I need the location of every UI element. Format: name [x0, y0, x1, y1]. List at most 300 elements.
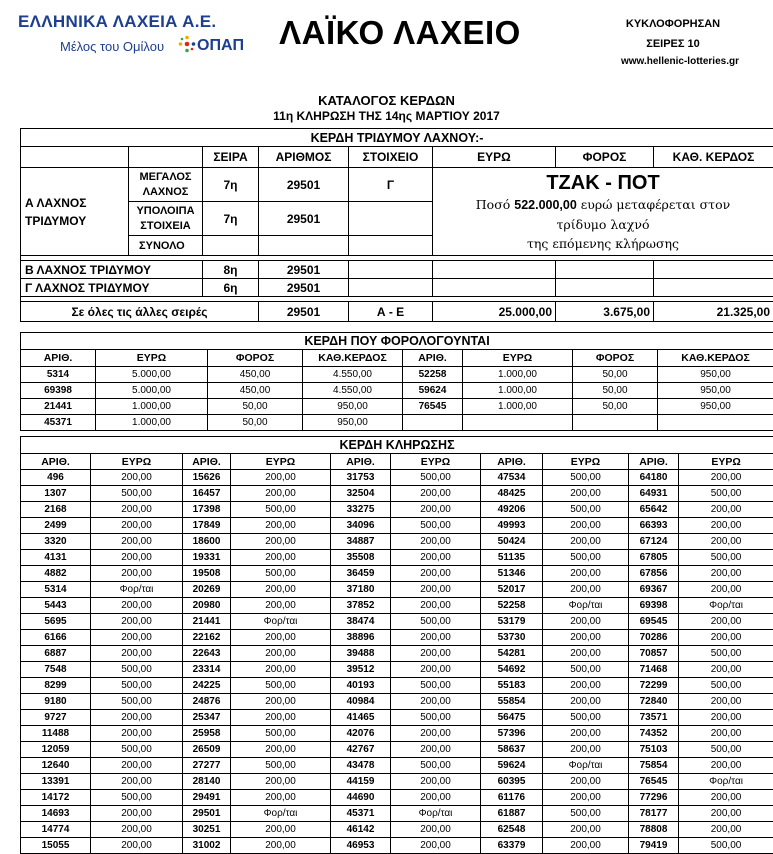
- prize-amount: 200,00: [679, 614, 773, 630]
- prize-amount: 200,00: [679, 806, 773, 822]
- draw-row: [21, 790, 773, 806]
- big-lot-number: 29501: [259, 168, 349, 202]
- prize-amount: 200,00: [231, 742, 331, 758]
- amount: 1.000,00: [463, 367, 573, 383]
- ticket-number: 78808: [629, 822, 679, 838]
- member-of-label: Μέλος του Ομίλου: [60, 39, 164, 54]
- prize-amount: 200,00: [231, 518, 331, 534]
- ticket-number: 52017: [481, 582, 543, 598]
- draw-row: [21, 710, 773, 726]
- tridymos-table: [20, 128, 773, 322]
- draw-col-header: ΕΥΡΩ: [679, 454, 773, 470]
- prize-amount: Φορ/ται: [543, 758, 629, 774]
- ticket-number: 51346: [481, 566, 543, 582]
- draw-col-header: ΑΡΙΘ.: [21, 454, 91, 470]
- ticket-number: 51135: [481, 550, 543, 566]
- ticket-number: 496: [21, 470, 91, 486]
- g-lot-number: 29501: [259, 279, 349, 297]
- amount: 950,00: [658, 383, 773, 399]
- prize-amount: 500,00: [543, 470, 629, 486]
- col-series: ΣΕΙΡΑ: [203, 147, 259, 168]
- prize-amount: 200,00: [543, 518, 629, 534]
- ticket-number: 30251: [183, 822, 231, 838]
- draw-row: [21, 646, 773, 662]
- ticket-number: 33275: [331, 502, 391, 518]
- opap-word: ΟΠΑΠ: [197, 37, 244, 55]
- rest-series: 7η: [203, 202, 259, 236]
- prize-amount: 200,00: [543, 694, 629, 710]
- amount: 50,00: [208, 399, 303, 415]
- prize-amount: 200,00: [91, 630, 183, 646]
- taxed-row: [21, 367, 773, 383]
- prize-amount: 200,00: [231, 838, 331, 854]
- prize-amount: 500,00: [679, 486, 773, 502]
- prize-amount: 200,00: [391, 742, 481, 758]
- ticket-number: 37852: [331, 598, 391, 614]
- tridymos-section-title: ΚΕΡΔΗ ΤΡΙΔΥΜΟΥ ΛΑΧΝΟΥ:-: [21, 129, 773, 147]
- prize-amount: 200,00: [231, 550, 331, 566]
- other-euro: 25.000,00: [433, 302, 556, 322]
- ticket-number: 61176: [481, 790, 543, 806]
- prize-amount: 500,00: [231, 758, 331, 774]
- amount: 450,00: [208, 383, 303, 399]
- taxed-row: [21, 383, 773, 399]
- prize-amount: 200,00: [543, 486, 629, 502]
- ticket-number: 2499: [21, 518, 91, 534]
- series-count: ΣΕΙΡΕΣ 10: [603, 34, 743, 54]
- jackpot-box: [433, 168, 773, 256]
- circulation-info: [603, 14, 743, 54]
- prize-amount: 200,00: [391, 598, 481, 614]
- taxed-col-header: ΑΡΙΘ.: [21, 350, 96, 367]
- prize-amount: 200,00: [231, 534, 331, 550]
- draw-row: [21, 694, 773, 710]
- ticket-number: 19508: [183, 566, 231, 582]
- ticket-number: 21441: [183, 614, 231, 630]
- draw-col-header: ΕΥΡΩ: [91, 454, 183, 470]
- page-title: ΛΑΪΚΟ ΛΑΧΕΙΟ: [265, 14, 535, 52]
- prize-amount: 200,00: [543, 582, 629, 598]
- prize-amount: 200,00: [543, 678, 629, 694]
- prize-amount: 500,00: [543, 710, 629, 726]
- ticket-number: 67805: [629, 550, 679, 566]
- ticket-number: 50424: [481, 534, 543, 550]
- ticket-number: 5695: [21, 614, 91, 630]
- company-name: ΕΛΛΗΝΙΚΑ ΛΑΧΕΙΑ Α.Ε.: [18, 12, 216, 32]
- ticket-number: 59624: [481, 758, 543, 774]
- jackpot-amount: 522.000,00: [514, 198, 577, 212]
- prize-amount: 200,00: [91, 838, 183, 854]
- draw-col-header: ΕΥΡΩ: [231, 454, 331, 470]
- ticket-number: 3320: [21, 534, 91, 550]
- ticket-number: 72299: [629, 678, 679, 694]
- taxed-col-header: ΕΥΡΩ: [96, 350, 208, 367]
- ticket-number: 78177: [629, 806, 679, 822]
- prize-amount: 200,00: [391, 790, 481, 806]
- amount: 50,00: [208, 415, 303, 431]
- ticket-number: 69367: [629, 582, 679, 598]
- draw-row: [21, 470, 773, 486]
- ticket-number: 40984: [331, 694, 391, 710]
- ticket-number: 71468: [629, 662, 679, 678]
- prize-amount: 200,00: [231, 694, 331, 710]
- taxed-section-title: ΚΕΡΔΗ ΠΟΥ ΦΟΡΟΛΟΓΟΥΝΤΑΙ: [21, 333, 773, 350]
- ticket-number: 4131: [21, 550, 91, 566]
- draw-row: [21, 726, 773, 742]
- ticket-number: 29491: [183, 790, 231, 806]
- ticket-number: 25347: [183, 710, 231, 726]
- ticket-number: 70857: [629, 646, 679, 662]
- prize-amount: 200,00: [543, 534, 629, 550]
- prize-amount: 500,00: [391, 710, 481, 726]
- prize-amount: Φορ/ται: [231, 614, 331, 630]
- prize-amount: 200,00: [231, 646, 331, 662]
- prize-amount: 200,00: [91, 774, 183, 790]
- other-net: 21.325,00: [654, 302, 773, 322]
- taxed-col-header: ΕΥΡΩ: [463, 350, 573, 367]
- draw-wins-table: [20, 436, 773, 854]
- prize-amount: 200,00: [543, 630, 629, 646]
- catalog-title: ΚΑΤΑΛΟΓΟΣ ΚΕΡΔΩΝ: [0, 93, 773, 108]
- ticket-number: 26509: [183, 742, 231, 758]
- prize-amount: 200,00: [543, 790, 629, 806]
- prize-amount: Φορ/ται: [679, 774, 773, 790]
- prize-amount: 500,00: [543, 502, 629, 518]
- taxed-row: [21, 415, 773, 431]
- draw-row: [21, 534, 773, 550]
- ticket-number: 69398: [629, 598, 679, 614]
- prize-amount: 200,00: [543, 646, 629, 662]
- prize-amount: 500,00: [231, 678, 331, 694]
- amount: 1.000,00: [463, 399, 573, 415]
- prize-amount: 200,00: [543, 566, 629, 582]
- draw-row: [21, 598, 773, 614]
- draw-row: [21, 614, 773, 630]
- ticket-number: 12640: [21, 758, 91, 774]
- ticket-number: 67856: [629, 566, 679, 582]
- website-link[interactable]: www.hellenic-lotteries.gr: [600, 56, 760, 67]
- ticket-number: 38896: [331, 630, 391, 646]
- ticket-number: 66393: [629, 518, 679, 534]
- ticket-number: 39488: [331, 646, 391, 662]
- prize-amount: 200,00: [91, 518, 183, 534]
- prize-amount: 500,00: [231, 566, 331, 582]
- draw-row: [21, 550, 773, 566]
- prize-amount: 200,00: [391, 630, 481, 646]
- prize-amount: 200,00: [679, 630, 773, 646]
- prize-amount: 500,00: [91, 790, 183, 806]
- prize-amount: 200,00: [543, 726, 629, 742]
- prize-amount: 200,00: [391, 822, 481, 838]
- prize-amount: 200,00: [91, 646, 183, 662]
- amount: 5.000,00: [96, 383, 208, 399]
- prize-amount: 500,00: [391, 518, 481, 534]
- prize-amount: 200,00: [543, 822, 629, 838]
- draw-col-header: ΑΡΙΘ.: [331, 454, 391, 470]
- taxed-row: [21, 399, 773, 415]
- draw-date: 11η ΚΛΗΡΩΣΗ ΤΗΣ 14ης ΜΑΡΤΙΟΥ 2017: [0, 109, 773, 123]
- prize-amount: 500,00: [91, 678, 183, 694]
- ticket-number: 74352: [629, 726, 679, 742]
- ticket-number: [403, 415, 463, 431]
- taxed-col-header: ΚΑΘ.ΚΕΡΔΟΣ: [658, 350, 773, 367]
- prize-amount: 200,00: [391, 534, 481, 550]
- prize-amount: 200,00: [91, 614, 183, 630]
- ticket-number: 64180: [629, 470, 679, 486]
- ticket-number: 17398: [183, 502, 231, 518]
- prize-amount: 200,00: [391, 486, 481, 502]
- prize-amount: 200,00: [91, 726, 183, 742]
- ticket-number: 5314: [21, 582, 91, 598]
- ticket-number: 65642: [629, 502, 679, 518]
- ticket-number: 48425: [481, 486, 543, 502]
- ticket-number: 54692: [481, 662, 543, 678]
- draw-col-header: ΑΡΙΘ.: [629, 454, 679, 470]
- ticket-number: 57396: [481, 726, 543, 742]
- prize-amount: 500,00: [391, 678, 481, 694]
- taxed-col-header: ΦΟΡΟΣ: [573, 350, 658, 367]
- ticket-number: 75103: [629, 742, 679, 758]
- amount: 450,00: [208, 367, 303, 383]
- ticket-number: 53179: [481, 614, 543, 630]
- ticket-number: 52258: [481, 598, 543, 614]
- ticket-number: 14172: [21, 790, 91, 806]
- jackpot-title: ΤΖΑΚ - ΠΟΤ: [433, 172, 773, 195]
- ticket-number: 9180: [21, 694, 91, 710]
- ticket-number: 49993: [481, 518, 543, 534]
- prize-amount: 500,00: [679, 838, 773, 854]
- ticket-number: 22643: [183, 646, 231, 662]
- prize-amount: 500,00: [543, 662, 629, 678]
- ticket-number: 16457: [183, 486, 231, 502]
- ticket-number: 45371: [21, 415, 96, 431]
- prize-amount: 200,00: [543, 838, 629, 854]
- draw-col-header: ΑΡΙΘ.: [481, 454, 543, 470]
- col-number: ΑΡΙΘΜΟΣ: [259, 147, 349, 168]
- amount: 50,00: [573, 383, 658, 399]
- total-label: ΣΥΝΟΛΟ: [129, 236, 203, 256]
- ticket-number: 31002: [183, 838, 231, 854]
- ticket-number: 70286: [629, 630, 679, 646]
- amount: 5.000,00: [96, 367, 208, 383]
- ticket-number: 6166: [21, 630, 91, 646]
- draw-row: [21, 822, 773, 838]
- prize-amount: 200,00: [391, 582, 481, 598]
- b-lot-label: Β ΛΑΧΝΟΣ ΤΡΙΔΥΜΟΥ: [21, 261, 203, 279]
- prize-amount: 200,00: [679, 502, 773, 518]
- prize-amount: 200,00: [91, 502, 183, 518]
- prize-amount: 200,00: [391, 646, 481, 662]
- prize-amount: 200,00: [679, 582, 773, 598]
- ticket-number: 42767: [331, 742, 391, 758]
- draw-row: [21, 566, 773, 582]
- big-lot-element: Γ: [349, 168, 433, 202]
- prize-amount: 500,00: [391, 614, 481, 630]
- amount: 950,00: [658, 399, 773, 415]
- ticket-number: 59624: [403, 383, 463, 399]
- ticket-number: 5314: [21, 367, 96, 383]
- amount: 950,00: [303, 399, 403, 415]
- prize-amount: 500,00: [679, 742, 773, 758]
- prize-amount: 500,00: [543, 806, 629, 822]
- prize-amount: 200,00: [679, 694, 773, 710]
- ticket-number: 4882: [21, 566, 91, 582]
- ticket-number: 60395: [481, 774, 543, 790]
- ticket-number: 40193: [331, 678, 391, 694]
- ticket-number: 20980: [183, 598, 231, 614]
- ticket-number: 75854: [629, 758, 679, 774]
- big-lot-label: ΜΕΓΑΛΟΣ ΛΑΧΝΟΣ: [129, 168, 203, 202]
- opap-logo-icon: [178, 35, 196, 53]
- ticket-number: 49206: [481, 502, 543, 518]
- ticket-number: 36459: [331, 566, 391, 582]
- ticket-number: 69545: [629, 614, 679, 630]
- ticket-number: 53730: [481, 630, 543, 646]
- draw-col-header: ΑΡΙΘ.: [183, 454, 231, 470]
- g-lot-label: Γ ΛΑΧΝΟΣ ΤΡΙΔΥΜΟΥ: [21, 279, 203, 297]
- col-tax: ΦΟΡΟΣ: [556, 147, 654, 168]
- ticket-number: 6887: [21, 646, 91, 662]
- prize-amount: 200,00: [543, 774, 629, 790]
- prize-amount: 500,00: [231, 726, 331, 742]
- ticket-number: 20269: [183, 582, 231, 598]
- taxed-col-header: ΑΡΙΘ.: [403, 350, 463, 367]
- prize-amount: 500,00: [91, 742, 183, 758]
- ticket-number: 38474: [331, 614, 391, 630]
- ticket-number: 55183: [481, 678, 543, 694]
- ticket-number: 77296: [629, 790, 679, 806]
- draw-row: [21, 630, 773, 646]
- ticket-number: 43478: [331, 758, 391, 774]
- prize-amount: 200,00: [231, 598, 331, 614]
- ticket-number: 46142: [331, 822, 391, 838]
- amount: [658, 415, 773, 431]
- ticket-number: 9727: [21, 710, 91, 726]
- amount: 950,00: [658, 367, 773, 383]
- amount: 950,00: [303, 415, 403, 431]
- prize-amount: 200,00: [231, 470, 331, 486]
- draw-row: [21, 838, 773, 854]
- prize-amount: 200,00: [679, 534, 773, 550]
- prize-amount: 200,00: [91, 806, 183, 822]
- ticket-number: 63379: [481, 838, 543, 854]
- prize-amount: 500,00: [391, 758, 481, 774]
- prize-amount: 200,00: [543, 742, 629, 758]
- draw-row: [21, 502, 773, 518]
- ticket-number: 32504: [331, 486, 391, 502]
- prize-amount: 200,00: [91, 822, 183, 838]
- prize-amount: 200,00: [679, 710, 773, 726]
- prize-amount: 200,00: [231, 630, 331, 646]
- ticket-number: 52258: [403, 367, 463, 383]
- ticket-number: 73571: [629, 710, 679, 726]
- prize-amount: 200,00: [679, 566, 773, 582]
- prize-amount: Φορ/ται: [391, 806, 481, 822]
- circulation-label: ΚΥΚΛΟΦΟΡΗΣΑΝ: [603, 14, 743, 34]
- ticket-number: 47534: [481, 470, 543, 486]
- rest-elements-label: ΥΠΟΛΟΙΠΑ ΣΤΟΙΧΕΙΑ: [129, 202, 203, 236]
- g-lot-series: 6η: [203, 279, 259, 297]
- draw-col-header: ΕΥΡΩ: [543, 454, 629, 470]
- ticket-number: 25958: [183, 726, 231, 742]
- prize-amount: 200,00: [391, 550, 481, 566]
- ticket-number: 29501: [183, 806, 231, 822]
- amount: 1.000,00: [96, 399, 208, 415]
- draw-row: [21, 774, 773, 790]
- prize-amount: 200,00: [91, 566, 183, 582]
- jackpot-line-1: Ποσό 522.000,00 ευρώ μεταφέρεται στον: [433, 195, 773, 215]
- draw-row: [21, 678, 773, 694]
- prize-amount: 500,00: [91, 662, 183, 678]
- prize-amount: 200,00: [91, 598, 183, 614]
- ticket-number: 58637: [481, 742, 543, 758]
- prize-amount: 500,00: [391, 470, 481, 486]
- col-net: ΚΑΘ. ΚΕΡΔΟΣ: [654, 147, 773, 168]
- prize-amount: 200,00: [391, 566, 481, 582]
- prize-amount: 200,00: [231, 790, 331, 806]
- ticket-number: 5443: [21, 598, 91, 614]
- ticket-number: 11488: [21, 726, 91, 742]
- ticket-number: 15626: [183, 470, 231, 486]
- draw-row: [21, 662, 773, 678]
- other-tax: 3.675,00: [556, 302, 654, 322]
- prize-amount: 200,00: [231, 822, 331, 838]
- ticket-number: 56475: [481, 710, 543, 726]
- col-element: ΣΤΟΙΧΕΙΟ: [349, 147, 433, 168]
- prize-amount: Φορ/ται: [543, 598, 629, 614]
- draw-row: [21, 742, 773, 758]
- prize-amount: 200,00: [391, 726, 481, 742]
- other-number: 29501: [259, 302, 349, 322]
- amount: 4.550,00: [303, 367, 403, 383]
- rest-number: 29501: [259, 202, 349, 236]
- ticket-number: 72840: [629, 694, 679, 710]
- prize-amount: 200,00: [231, 710, 331, 726]
- ticket-number: 13391: [21, 774, 91, 790]
- prize-amount: 200,00: [231, 582, 331, 598]
- amount: 1.000,00: [96, 415, 208, 431]
- prize-amount: 200,00: [679, 662, 773, 678]
- ticket-number: 7548: [21, 662, 91, 678]
- ticket-number: 1307: [21, 486, 91, 502]
- prize-amount: 200,00: [91, 550, 183, 566]
- other-element: Α - Ε: [349, 302, 433, 322]
- amount: [463, 415, 573, 431]
- ticket-number: 12059: [21, 742, 91, 758]
- ticket-number: 35508: [331, 550, 391, 566]
- prize-amount: 200,00: [679, 518, 773, 534]
- big-lot-series: 7η: [203, 168, 259, 202]
- ticket-number: 34096: [331, 518, 391, 534]
- draw-wins-section-title: ΚΕΡΔΗ ΚΛΗΡΩΣΗΣ: [21, 437, 773, 454]
- ticket-number: 76545: [629, 774, 679, 790]
- prize-amount: 200,00: [391, 502, 481, 518]
- prize-amount: 200,00: [679, 790, 773, 806]
- amount: [573, 415, 658, 431]
- amount: 4.550,00: [303, 383, 403, 399]
- draw-col-header: ΕΥΡΩ: [391, 454, 481, 470]
- ticket-number: 15055: [21, 838, 91, 854]
- prize-amount: 200,00: [679, 470, 773, 486]
- amount: 50,00: [573, 399, 658, 415]
- prize-amount: 200,00: [679, 726, 773, 742]
- ticket-number: 27277: [183, 758, 231, 774]
- ticket-number: 54281: [481, 646, 543, 662]
- ticket-number: 67124: [629, 534, 679, 550]
- draw-row: [21, 486, 773, 502]
- amount: 1.000,00: [463, 383, 573, 399]
- ticket-number: 22162: [183, 630, 231, 646]
